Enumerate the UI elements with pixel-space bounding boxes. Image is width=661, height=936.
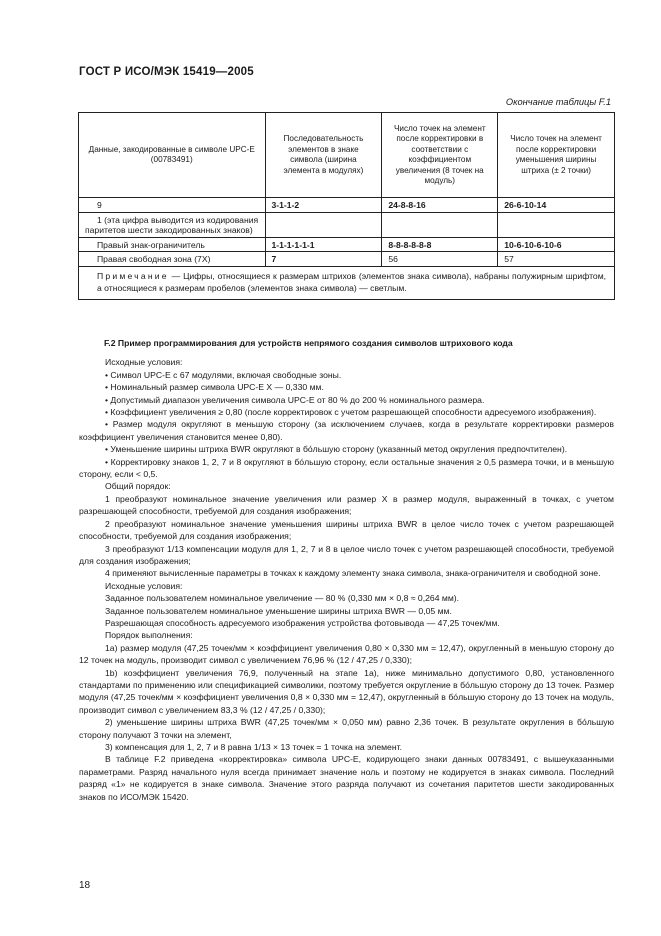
table-header-row xyxy=(79,113,615,198)
table-cell: Правая свободная зона (7X) xyxy=(79,252,266,267)
table-note-row xyxy=(79,266,615,299)
paragraph: Исходные условия: xyxy=(105,357,183,368)
table-cell: 3-1-1-2 xyxy=(265,198,382,213)
paragraph: Заданное пользователем номинальное уменьшение ширины штриха BWR — 0,05 мм. xyxy=(105,605,452,616)
bullet-item: • Размер модуля округляют в меньшую сторону (за исключением случаев, когда в результате корректировки размеров коэффициент увеличения становится менее 0,80). xyxy=(79,419,614,442)
note-text: — Цифры, относящиеся к размерам штрихов (элементов знака символа), набраны полужирным шрифтом, а относящиеся к размерам пробелов (элементов знака символа) — светлым. xyxy=(97,270,606,293)
note-label: Примечание xyxy=(97,270,169,281)
paragraph: В таблице F.2 приведена «корректировка» символа UPC-E, кодирующего знаки данных 00783491, с вышеуказанными параметрами. Разряд начального нуля всегда принимает значение ноль и поэтому не кодируется в знаках символа. Последний разряд «1» не кодируется в знаке символа. Значение этого разряда получают из сочетания паритетов шести закодированных знаков по ИСО/МЭК 15420. xyxy=(79,754,614,802)
step-item: 2 преобразуют номинальное значение уменьшения ширины штриха BWR в целое число точек с учетом разрешающей способности, требуемой для создания изображения; xyxy=(79,518,614,542)
bullet-item: • Уменьшение ширины штриха BWR округляют в бо́льшую сторону (указанный метод округления предпочтителен). xyxy=(105,444,568,455)
paragraph: Общий порядок: xyxy=(105,481,171,492)
paragraph: Исходные условия: xyxy=(105,580,183,591)
step-item: 3 преобразуют 1/13 компенсации модуля для 1, 2, 7 и 8 в целое число точек с учетом разрешающей способности, требуемой для создания изображения; xyxy=(79,543,614,566)
paragraph: Порядок выполнения: xyxy=(105,630,193,641)
table-row xyxy=(79,198,615,213)
step-item: 1b) коэффициент увеличения 76,9, полученный на этапе 1а), ниже минимально допустимого 0,80, установленного стандартами по применению или спецификацией символики, поэтому требуется округление в бо́льшую сторону до 13 точек. Размер модуля (47,25 точек/мм × коэффициент увеличения 0,8 × 0,330 мм = 12,47), округленный в бо́льшую сторону до 13 точек на модуль, производит символ с увеличением 83,3 % (12 / 47,25 / 0,330); xyxy=(79,667,614,715)
upc-e-table xyxy=(78,112,615,300)
bullet-item: • Корректировку знаков 1, 2, 7 и 8 округляют в бо́льшую сторону, если остальные значения ≥ 0,5 размера точки, и в меньшую сторону, если < 0,5. xyxy=(79,456,614,480)
step-item: 1а) размер модуля (47,25 точек/мм × коэффициент увеличения 0,80 × 0,330 мм = 12,47), округленный в меньшую сторону до 12 точек на модуль, производит символ с увеличением 76,96 % (12 / 47,25 / 0,330); xyxy=(79,642,614,666)
step-item: 2) уменьшение ширины штриха BWR (47,25 точек/мм × 0,050 мм) равно 2,36 точек. В результате округления в бо́льшую сторону получают 3 точки на элемент, xyxy=(79,717,614,740)
section-heading: F.2 Пример программирования для устройств непрямого создания символов штрихового кода xyxy=(104,338,513,348)
step-item: 1 преобразуют номинальное значение увеличения или размер X в размер модуля, выраженный в точках, с учетом разрешающей способности, требуемой для создания изображения; xyxy=(79,493,614,517)
table-cell: 10-6-10-6-10-6 xyxy=(498,237,615,252)
table-cell: 7 xyxy=(265,252,382,267)
table-cell xyxy=(498,212,615,237)
paragraph: Заданное пользователем номинальное увеличение — 80 % (0,330 мм × 0,8 ≈ 0,264 мм). xyxy=(105,593,460,604)
table-note xyxy=(79,266,615,299)
table-cell: 1-1-1-1-1-1 xyxy=(265,237,382,252)
table-cell: 57 xyxy=(498,252,615,267)
table-header-cell: Последовательность элементов в знаке символа (ширина элемента в модулях) xyxy=(265,113,382,198)
table-cell: 26-6-10-14 xyxy=(498,198,615,213)
bullet-item: • Коэффициент увеличения ≥ 0,80 (после корректировок с учетом разрешающей способности адресуемого изображения). xyxy=(105,407,597,418)
table-cell: 56 xyxy=(382,252,498,267)
bullet-item: • Символ UPC-E с 67 модулями, включая свободные зоны. xyxy=(105,369,342,380)
table-cell: 9 xyxy=(79,198,266,213)
section-f2 xyxy=(79,337,614,803)
table-header-cell: Число точек на элемент после корректировки уменьшения ширины штриха (± 2 точки) xyxy=(498,113,615,198)
bullet-item: • Допустимый диапазон увеличения символа UPC-E от 80 % до 200 % номинального размера. xyxy=(105,394,485,405)
step-item: 3) компенсация для 1, 2, 7 и 8 равна 1/13 × 13 точек = 1 точка на элемент. xyxy=(105,742,403,752)
table-cell: Правый знак-ограничитель xyxy=(79,237,266,252)
table-cell: 8-8-8-8-8-8 xyxy=(382,237,498,252)
document-header: ГОСТ Р ИСО/МЭК 15419—2005 xyxy=(79,66,254,78)
table-row xyxy=(79,237,615,252)
table-cell: 1 (эта цифра выводится из кодирования паритетов шести закодированных знаков) xyxy=(79,212,266,237)
bullet-item: • Номинальный размер символа UPC-E X — 0,330 мм. xyxy=(105,382,324,393)
table-cell xyxy=(382,212,498,237)
table-header-cell: Число точек на элемент после корректировки в соответствии с коэффициентом увеличения (8 точек на модуль) xyxy=(382,113,498,198)
table-caption: Окончание таблицы F.1 xyxy=(505,97,611,107)
table-header-cell: Данные, закодированные в символе UPC-E (00783491) xyxy=(79,113,266,198)
page-number: 18 xyxy=(79,880,91,891)
table-cell: 24-8-8-16 xyxy=(382,198,498,213)
step-item: 4 применяют вычисленные параметры в точках к каждому элементу знака символа, знака-ограничителя и свободной зоне. xyxy=(105,568,601,579)
table-row xyxy=(79,212,615,237)
table-row xyxy=(79,252,615,267)
table-cell xyxy=(265,212,382,237)
paragraph: Разрешающая способность адресуемого изображения устройства фотовывода — 47,25 точек/мм. xyxy=(105,617,500,628)
